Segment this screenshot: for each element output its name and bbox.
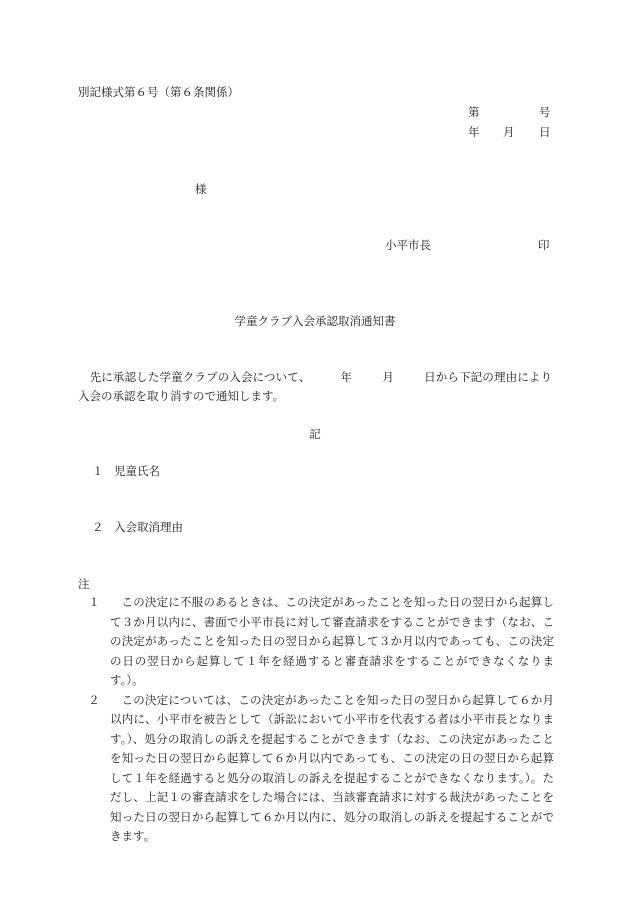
note-item bbox=[78, 691, 554, 847]
note-number: ２ bbox=[88, 692, 100, 707]
body-text-part1: 先に承認した学童クラブの入会について、 bbox=[89, 370, 311, 384]
ki-heading: 記 bbox=[309, 427, 321, 441]
item-child-name bbox=[92, 463, 160, 479]
addressee-honorific: 様 bbox=[195, 182, 207, 196]
date-day-label: 日 bbox=[539, 125, 551, 139]
note-text: この決定に不服のあるときは、この決定があったことを知った日の翌日から起算して３か月以内に、書面で小平市長に対して審査請求をすることができます（なお、この決定があったことを知った日の翌日から起算して３か月以内であっても、この決定の日の翌日から起算して１年を経過すると審査請求をすることができなくなります。）。 bbox=[110, 595, 554, 687]
body-text-part2: 日から下記の理由により入会の承認を取り消すので通知します。 bbox=[78, 370, 553, 403]
notes-heading: 注 bbox=[78, 577, 90, 591]
note-text: この決定については、この決定があったことを知った日の翌日から起算して６か月以内に、小平市を被告として（訴訟において小平市を代表する者は小平市長となります。）、処分の取消しの訴えを提起することができます（なお、この決定があったことを知った日の翌日から起算して６か月以内であっても、この決定の日の翌日から起算して１年を経過すると処分の取消しの訴えを提起することができなくなります。）。ただし、上記１の審査請求をした場合には、当該審査請求に対する裁決があったことを知った日の翌日から起算して６か月以内に、処分の取消しの訴えを提起することができます。 bbox=[110, 692, 554, 843]
item-label: 入会取消理由 bbox=[114, 520, 183, 534]
body-paragraph bbox=[78, 368, 552, 406]
document-number-suffix: 号 bbox=[539, 105, 551, 119]
item-label: 児童氏名 bbox=[114, 464, 160, 478]
form-label: 別記様式第６号（第６条関係） bbox=[78, 85, 239, 99]
body-month-label: 月 bbox=[382, 370, 394, 384]
notes-list bbox=[78, 593, 554, 847]
issuer-name: 小平市長 bbox=[385, 238, 431, 252]
document-title: 学童クラブ入会承認取消通知書 bbox=[234, 314, 396, 328]
body-year-label: 年 bbox=[340, 370, 353, 384]
date-month-label: 月 bbox=[503, 125, 515, 139]
seal-mark: 印 bbox=[538, 238, 550, 252]
date-year-label: 年 bbox=[468, 125, 480, 139]
note-number: １ bbox=[88, 595, 100, 609]
item-number: １ bbox=[92, 464, 104, 478]
note-item bbox=[78, 593, 554, 691]
item-number: ２ bbox=[92, 520, 104, 534]
item-cancellation-reason bbox=[92, 519, 183, 535]
document-number-prefix: 第 bbox=[468, 105, 480, 119]
